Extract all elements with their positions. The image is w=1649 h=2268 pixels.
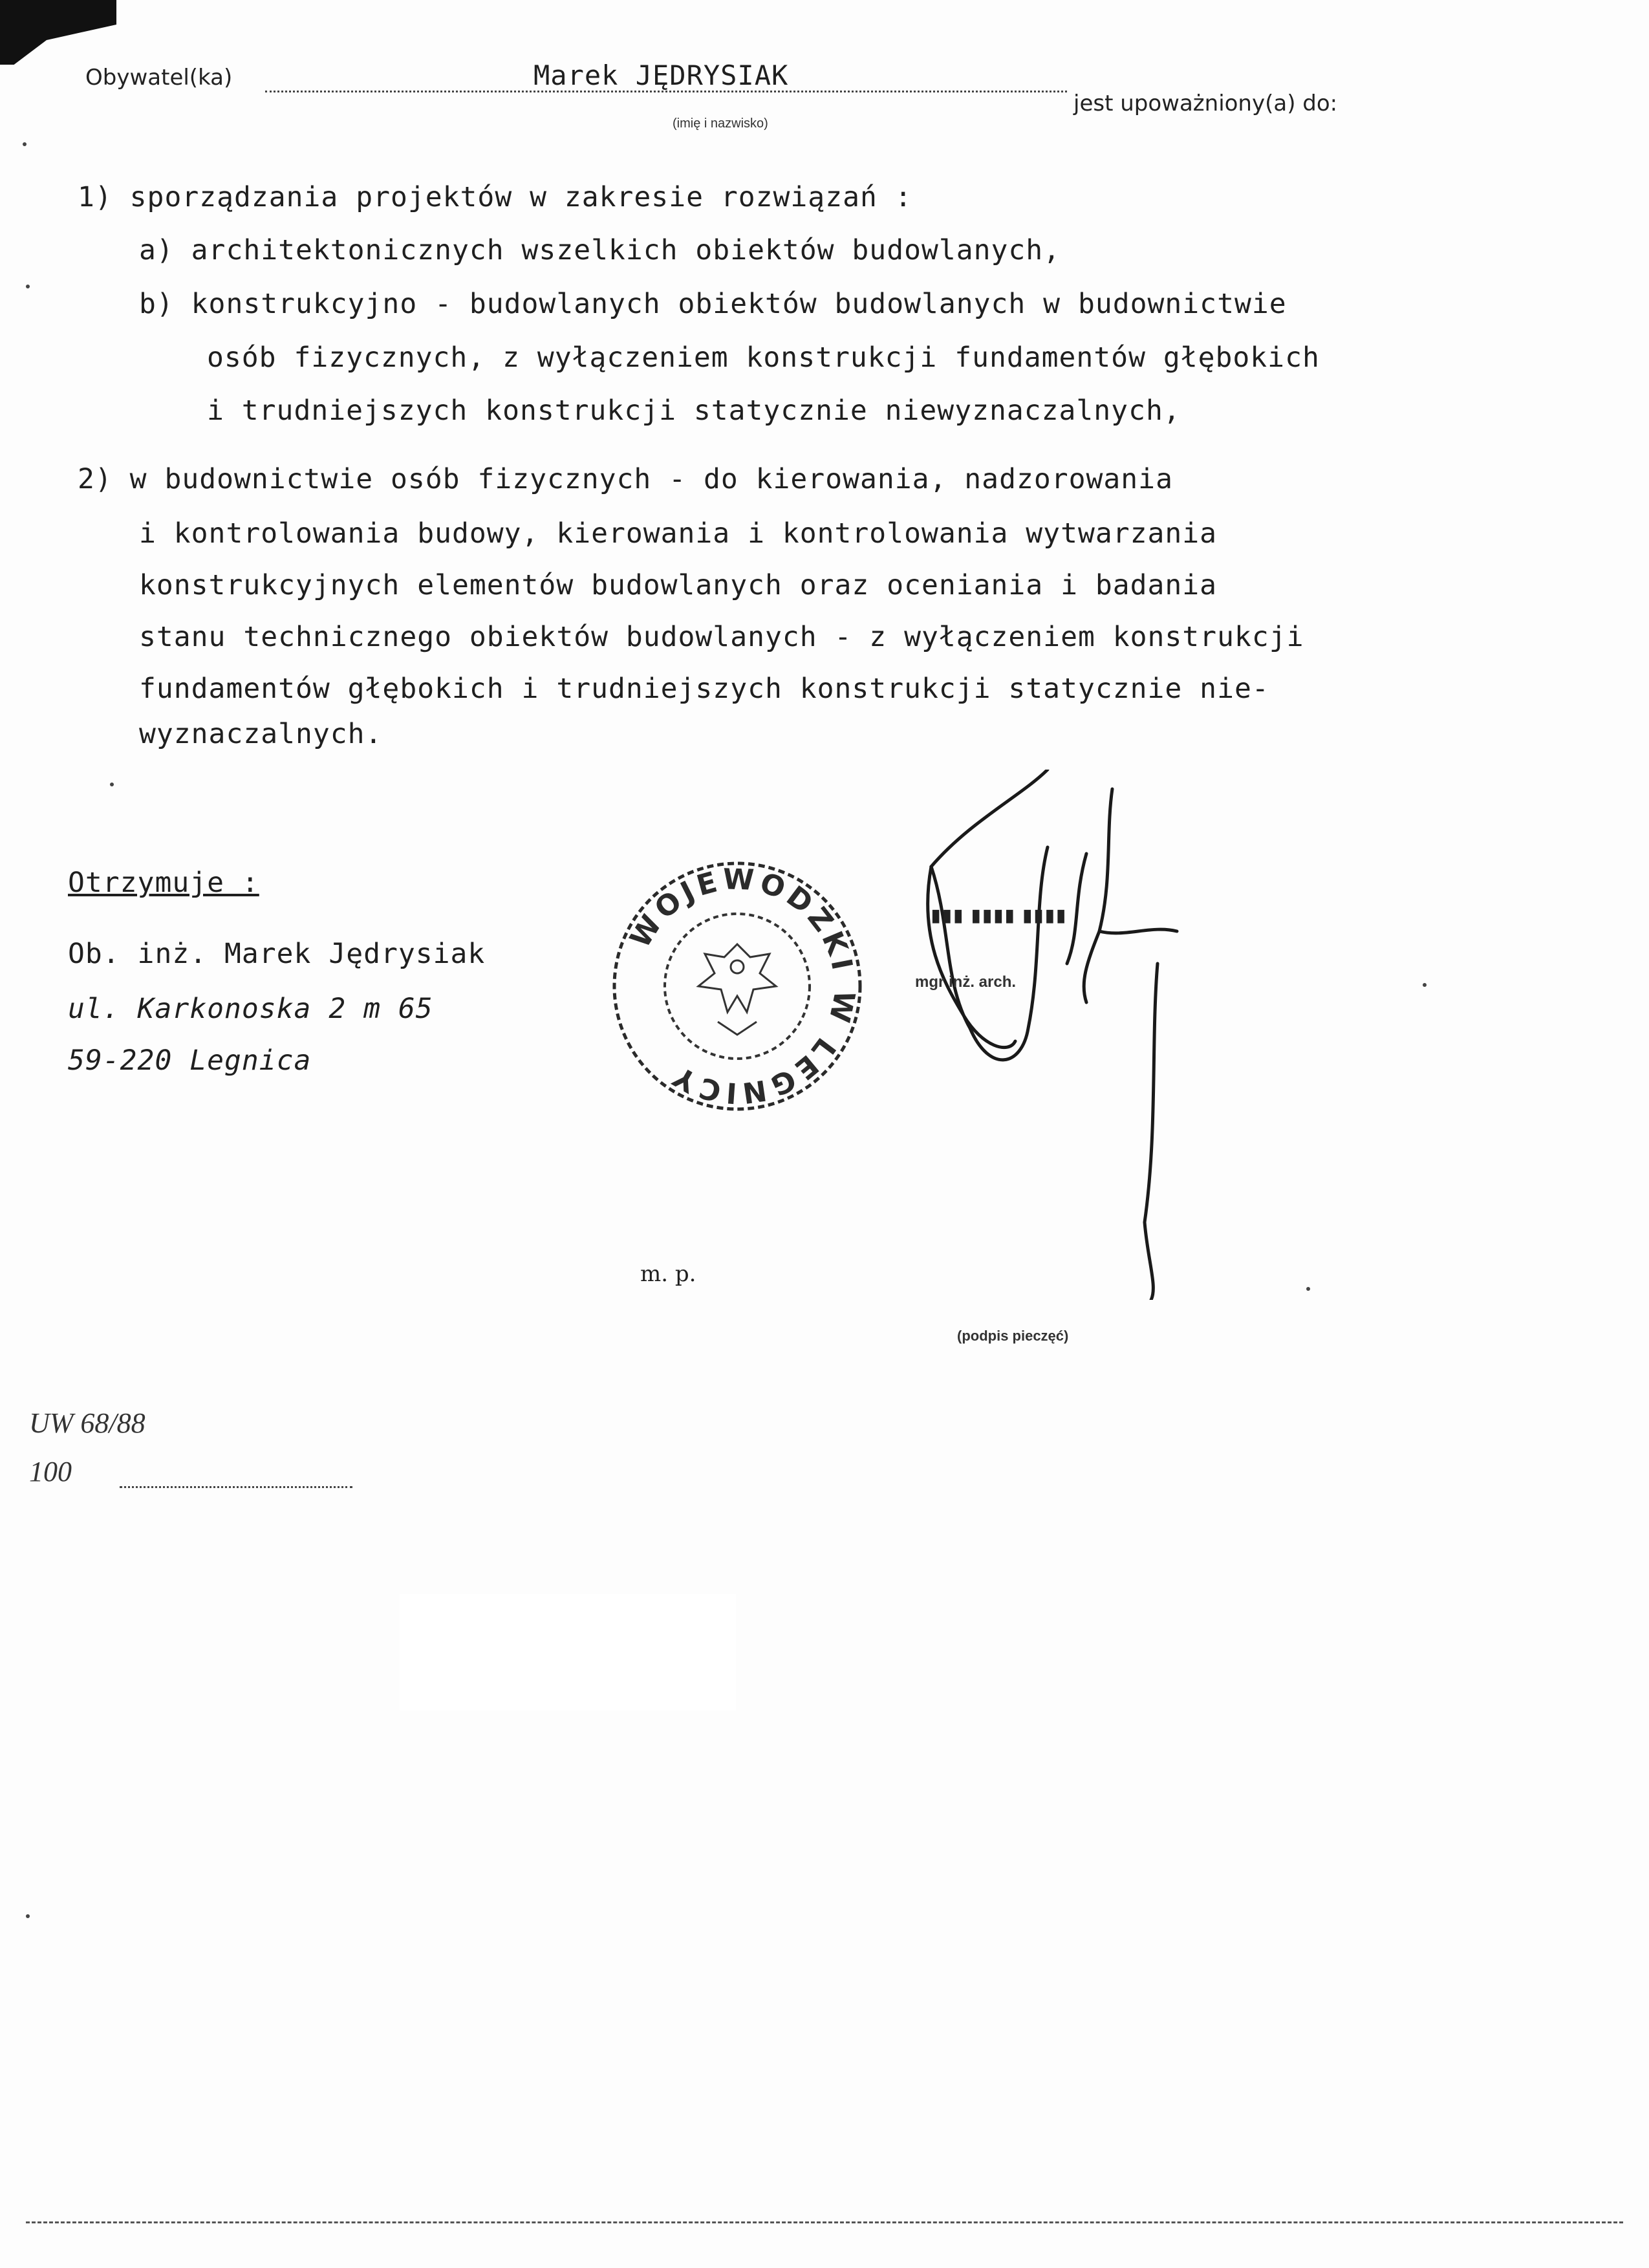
item-1-b-line1: b) konstrukcyjno - budowlanych obiektów budowlanych w budownictwie (139, 288, 1287, 320)
bottom-scan-line (26, 2221, 1623, 2223)
recipient-city: 59-220 Legnica (68, 1044, 312, 1077)
reference-line2: 100 (29, 1456, 72, 1487)
signature-title: mgr inż. arch. (915, 973, 1017, 991)
header-name: Marek JĘDRYSIAK (534, 59, 789, 91)
item-2-line4: stanu technicznego obiektów budowlanych - z wyłączeniem konstrukcji (139, 621, 1304, 653)
scan-speck (26, 285, 30, 288)
header-prefix: Obywatel(ka) (85, 65, 233, 91)
scan-speck (110, 783, 114, 786)
scan-speck (1423, 983, 1427, 987)
recipient-heading: Otrzymuje : (68, 867, 259, 899)
recipient-name: Ob. inż. Marek Jędrysiak (68, 938, 486, 970)
scan-corner-mark (0, 0, 116, 65)
item-1-b-line3: i trudniejszych konstrukcji statycznie niewyznaczalnych, (207, 394, 1181, 427)
scan-speck (26, 1914, 30, 1918)
item-2-line5: fundamentów głębokich i trudniejszych konstrukcji statycznie nie- (139, 673, 1269, 705)
item-2-line1: 2) w budownictwie osób fizycznych - do kierowania, nadzorowania (78, 463, 1173, 495)
header-suffix: jest upoważniony(a) do: (1073, 91, 1338, 116)
stamp-ring-text: WOJEWODZKI W LEGNICY (623, 863, 861, 1110)
reference-underline (120, 1486, 352, 1488)
scan-speck (1306, 1287, 1310, 1291)
item-1-a: a) architektonicznych wszelkich obiektów budowlanych, (139, 234, 1061, 266)
reference-line1: UW 68/88 (29, 1407, 146, 1439)
item-2-line2: i kontrolowania budowy, kierowania i kontrolowania wytwarzania (139, 517, 1218, 550)
header-name-caption: (imię i nazwisko) (673, 116, 768, 131)
signature-stamp-line: ▮▮▮ ▮▮▮▮ ▮▮▮▮ (931, 905, 1068, 925)
item-1-b-line2: osób fizycznych, z wyłączeniem konstrukcji fundamentów głębokich (207, 341, 1320, 374)
item-2-line6: wyznaczalnych. (139, 718, 383, 750)
eagle-emblem-icon (698, 944, 776, 1035)
recipient-street: ul. Karkonoska 2 m 65 (68, 993, 433, 1025)
signature-caption: (podpis pieczęć) (957, 1328, 1069, 1344)
item-1-lead: 1) sporządzania projektów w zakresie rozwiązań : (78, 181, 912, 213)
signature-graphic (892, 770, 1229, 1300)
item-2-line3: konstrukcyjnych elementów budowlanych oraz oceniania i badania (139, 569, 1218, 601)
redaction-box (400, 1594, 736, 1711)
official-round-stamp (608, 834, 867, 1145)
mp-label: m. p. (640, 1261, 696, 1287)
scan-speck (23, 142, 27, 146)
